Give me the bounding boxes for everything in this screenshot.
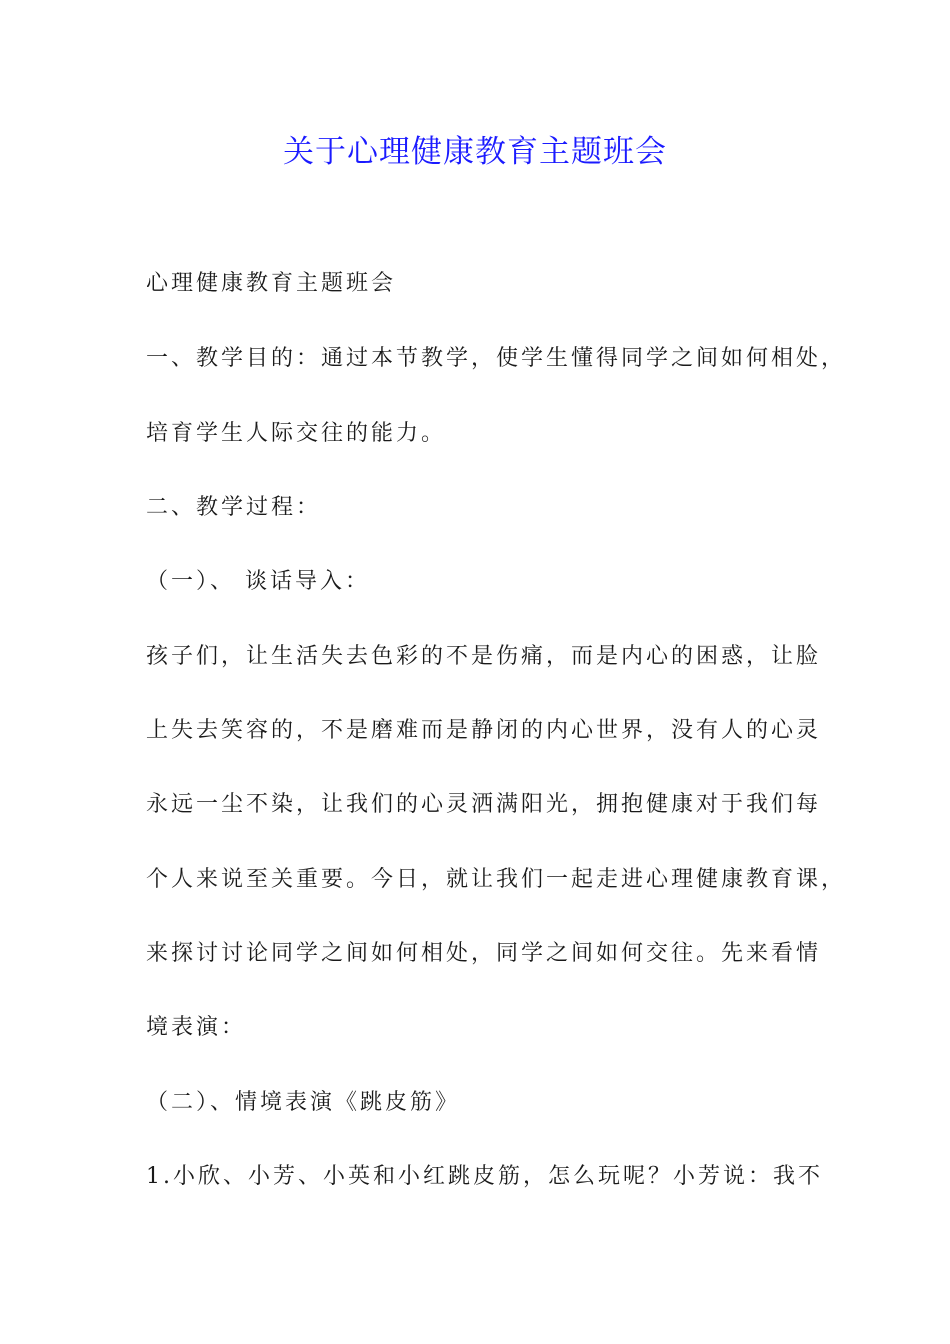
paragraph-line: 永远一尘不染，让我们的心灵洒满阳光，拥抱健康对于我们每: [146, 792, 822, 817]
paragraph-line: 境表演：: [146, 1015, 247, 1040]
paragraph-line: 1.小欣、小芳、小英和小红跳皮筋，怎么玩呢？小芳说：我不: [146, 1164, 823, 1189]
section-one-continuation: 培育学生人际交往的能力。: [146, 421, 447, 446]
subsection-two-heading: （二）、情境表演《跳皮筋》: [146, 1090, 461, 1115]
section-one-line: 一、教学目的：通过本节教学，使学生懂得同学之间如何相处，: [146, 346, 847, 371]
subsection-one-heading: （一）、 谈话导入：: [146, 569, 370, 594]
section-two-heading: 二、教学过程：: [146, 495, 322, 520]
paragraph-line: 来探讨讨论同学之间如何相处，同学之间如何交往。先来看情: [146, 941, 822, 966]
paragraph-line: 上失去笑容的，不是磨难而是静闭的内心世界，没有人的心灵: [146, 718, 822, 743]
subtitle-line: 心理健康教育主题班会: [146, 271, 397, 296]
document-title: 关于心理健康教育主题班会: [283, 134, 667, 170]
paragraph-line: 孩子们，让生活失去色彩的不是伤痛，而是内心的困惑，让脸: [146, 644, 822, 669]
paragraph-line: 个人来说至关重要。今日，就让我们一起走进心理健康教育课，: [146, 867, 847, 892]
